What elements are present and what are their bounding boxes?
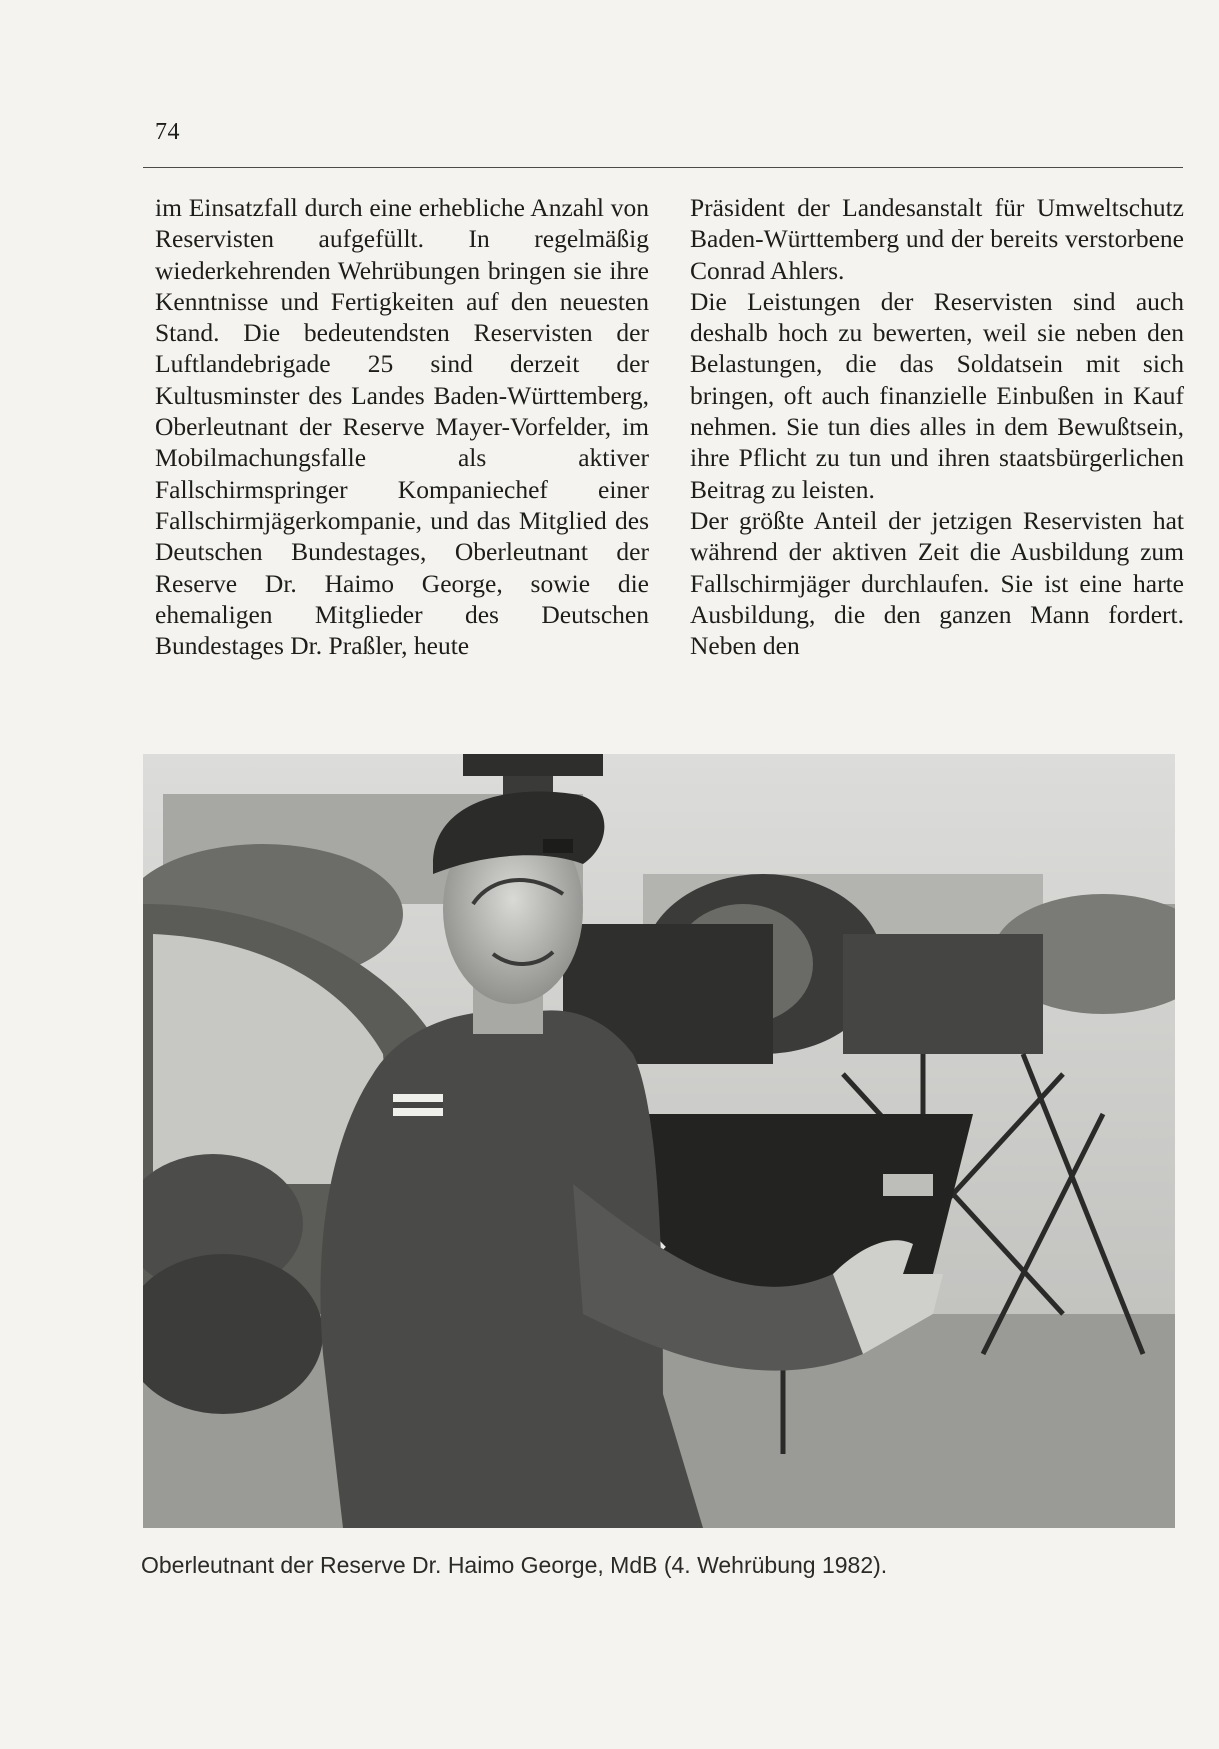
right-paragraph-3: Der größte Anteil der jetzigen Reservisten hat während der aktiven Zeit die Ausbildung zum Fallschirmjäger durchlaufen. Sie ist eine harte Ausbildung, die den ganzen Mann fordert. Neben den bbox=[690, 505, 1184, 661]
page-number: 74 bbox=[155, 119, 180, 145]
header-rule bbox=[143, 167, 1183, 168]
left-text-column bbox=[155, 192, 649, 661]
photo-caption: Oberleutnant der Reserve Dr. Haimo George, MdB (4. Wehrübung 1982). bbox=[141, 1552, 888, 1578]
right-paragraph-2: Die Leistungen der Reservisten sind auch deshalb hoch zu bewerten, weil sie neben den Belastungen, die das Soldatsein mit sich bringen, oft auch finanzielle Einbußen in Kauf nehmen. Sie tun dies alles in dem Bewußtsein, ihre Pflicht zu tun und ihren staatsbürgerlichen Beitrag zu leisten. bbox=[690, 286, 1184, 504]
right-paragraph-1: Präsident der Landesanstalt für Umweltschutz Baden-Württemberg und der bereits verstorbene Conrad Ahlers. bbox=[690, 193, 1184, 285]
right-text-column bbox=[690, 192, 1184, 661]
photo-illustration bbox=[143, 754, 1175, 1528]
left-paragraph-1: im Einsatzfall durch eine erhebliche Anzahl von Reservisten aufgefüllt. In regelmäßig wiederkehrenden Wehrübungen bringen sie ihre Kenntnisse und Fertigkeiten auf den neuesten Stand. Die bedeutendsten Reservisten der Luftlandebrigade 25 sind derzeit der Kultusminster des Landes Baden-Württemberg, Oberleutnant der Reserve Mayer-Vorfelder, im Mobilmachungsfalle als aktiver Fallschirmspringer Kompaniechef einer Fallschirmjägerkompanie, und das Mitglied des Deutschen Bundestages, Oberleutnant der Reserve Dr. Haimo George, sowie die ehemaligen Mitglieder des Deutschen Bundestages Dr. Praßler, heute bbox=[155, 193, 649, 661]
photo-officer-helicopter bbox=[143, 754, 1175, 1528]
